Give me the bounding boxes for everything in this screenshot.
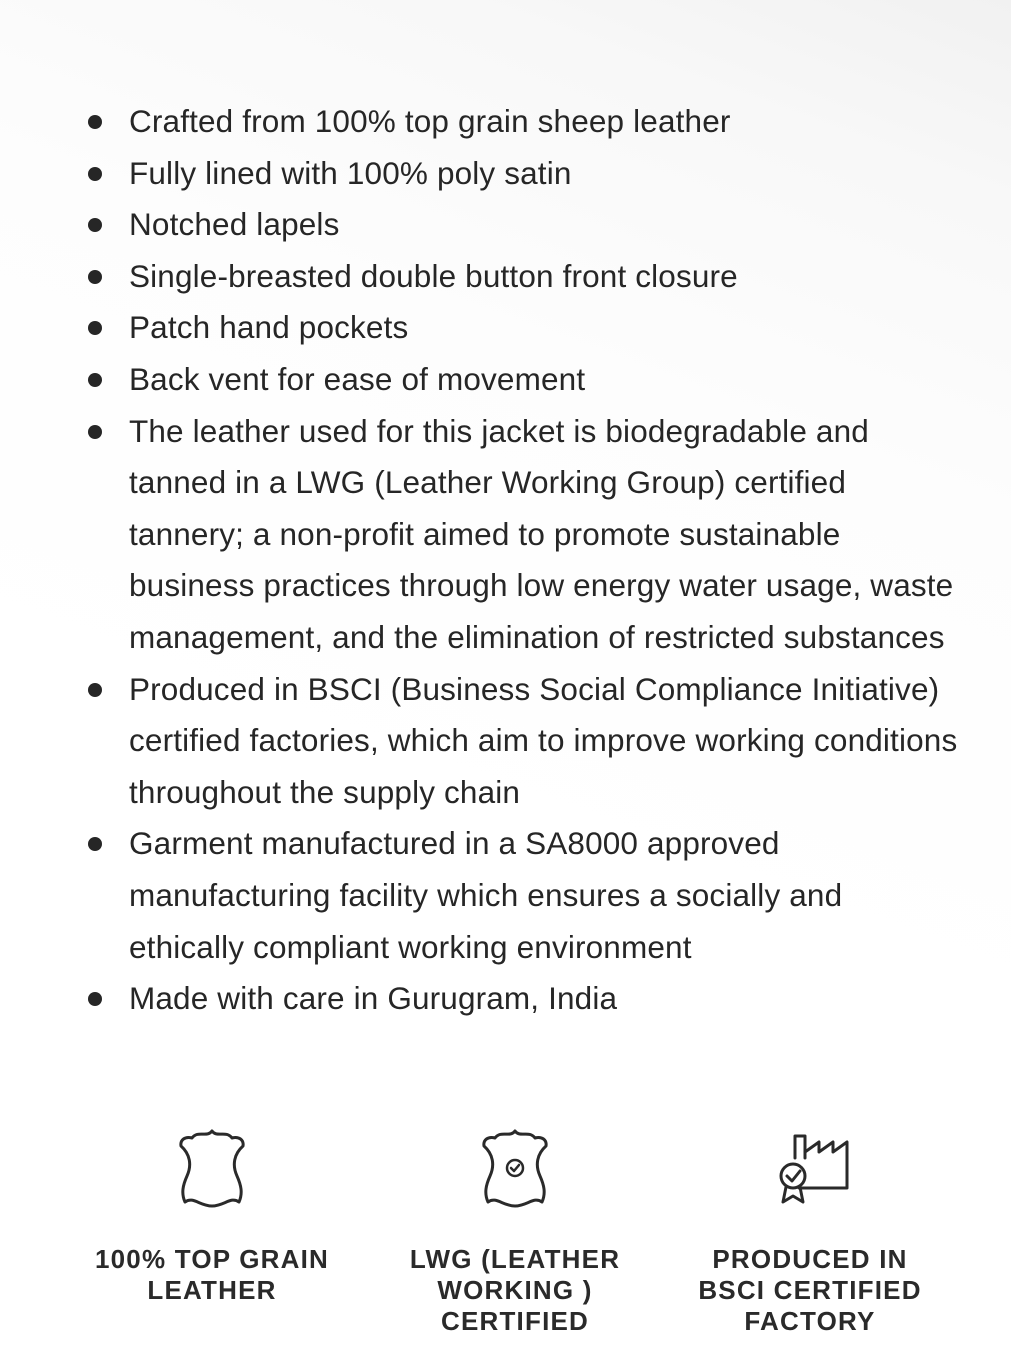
bullet-icon <box>88 992 102 1006</box>
bullet-icon <box>88 115 102 129</box>
feature-text: Made with care in Gurugram, India <box>129 980 618 1017</box>
feature-text: Crafted from 100% top grain sheep leather <box>129 103 731 139</box>
bullet-icon <box>88 218 102 232</box>
certification-badges <box>0 1126 1011 1336</box>
badge-label: PRODUCED IN BSCI CERTIFIED FACTORY <box>698 1244 922 1336</box>
feature-text: Single-breasted double button front closure <box>129 257 738 294</box>
feature-item <box>0 96 1011 148</box>
feature-item <box>0 973 1011 1025</box>
bullet-icon <box>88 373 102 387</box>
badge-bsci-factory <box>660 1126 960 1337</box>
badge-label: 100% TOP GRAIN LEATHER <box>94 1244 330 1305</box>
bullet-icon <box>88 425 102 439</box>
feature-item <box>0 302 1011 354</box>
badge-top-grain-leather <box>62 1126 362 1306</box>
feature-item <box>0 664 1011 819</box>
bullet-icon <box>88 321 102 335</box>
badge-label: LWG (LEATHER WORKING ) CERTIFIED <box>409 1244 621 1336</box>
feature-item <box>0 354 1011 406</box>
bullet-icon <box>88 270 102 284</box>
feature-text: Produced in BSCI (Business Social Compliance Initiative) certified factories, which aim to improve working conditions throughout the supply chain <box>129 670 958 810</box>
certified-leather-icon <box>470 1126 560 1216</box>
certified-factory-icon <box>765 1126 855 1216</box>
bullet-icon <box>88 167 102 181</box>
feature-text: Fully lined with 100% poly satin <box>129 154 572 191</box>
leather-hide-icon <box>167 1126 257 1216</box>
feature-text: Garment manufactured in a SA8000 approved manufacturing facility which ensures a socially and ethically compliant working environment <box>129 825 843 965</box>
badge-lwg-certified <box>365 1126 665 1337</box>
feature-text: Back vent for ease of movement <box>129 360 586 397</box>
bullet-icon <box>88 683 102 697</box>
feature-item <box>0 251 1011 303</box>
feature-text: The leather used for this jacket is biodegradable and tanned in a LWG (Leather Working Group) certified tannery; a non-profit aimed to promote sustainable business practices through low energy water usage, waste management, and the elimination of restricted substances <box>129 412 954 655</box>
feature-item <box>0 199 1011 251</box>
feature-item <box>0 818 1011 973</box>
feature-item <box>0 148 1011 200</box>
feature-item <box>0 406 1011 664</box>
feature-list <box>0 96 1011 1025</box>
feature-text: Notched lapels <box>129 206 340 243</box>
feature-text: Patch hand pockets <box>129 309 409 346</box>
bullet-icon <box>88 837 102 851</box>
